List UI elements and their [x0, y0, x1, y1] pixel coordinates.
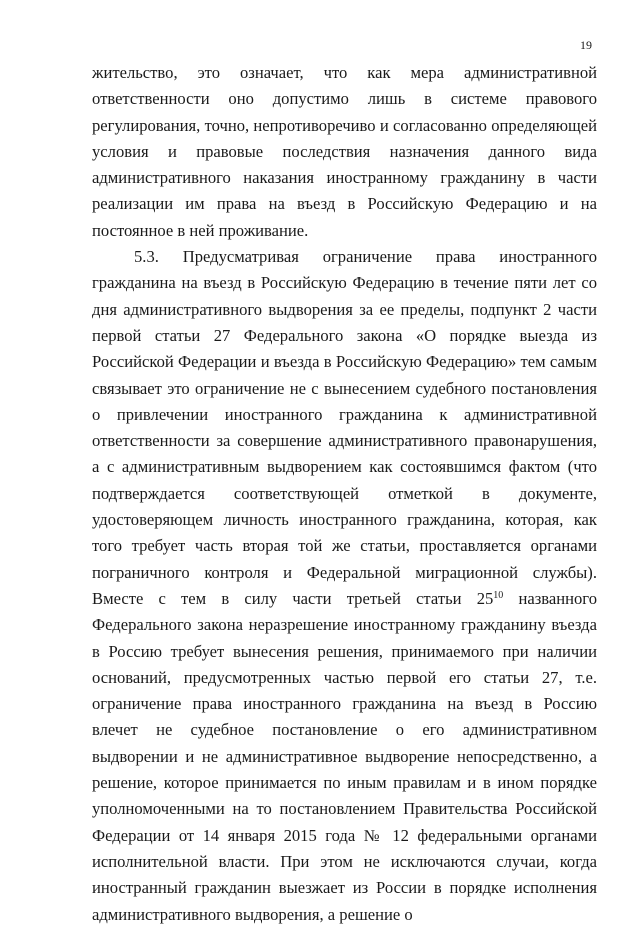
document-body: [92, 60, 597, 928]
paragraph-5-3: [92, 244, 597, 928]
page-number: 19: [580, 38, 592, 52]
footnote-superscript: 10: [493, 589, 504, 601]
paragraph-text-part: 5.3. Предусматривая ограничение права иностранного гражданина на въезд в Российскую Федерацию в течение пяти лет со дня административного выдворения за ее пределы, подпункт 2 части первой статьи 27 Федерального закона «О порядке выезда из Российской Федерации и въезда в Российскую Федерацию» тем самым связывает это ограничение не с вынесением судебного постановления о привлечении иностранного гражданина к административной ответственности за совершение административного правонарушения, а с административным выдворением как состоявшимся фактом (что подтверждается соответствующей отметкой в документе, удостоверяющем личность иностранного гражданина, которая, как того требует часть вторая той же статьи, проставляется органами пограничного контроля и Федеральной миграционной службы). Вместе с тем в силу части третьей статьи 25: [92, 247, 597, 608]
paragraph-text-part: названного Федерального закона неразрешение иностранному гражданину въезда в Россию требует вынесения решения, принимаемого при наличии оснований, предусмотренных частью первой его статьи 27, т.е. ограничение права иностранного гражданина на въезд в Россию влечет не судебное постановление о его административном выдворении и не административное выдворение непосредственно, а решение, которое принимается по иным правилам и в ином порядке уполномоченными на то постановлением Правительства Российской Федерации от 14 января 2015 года № 12 федеральными органами исполнительной власти. При этом не исключаются случаи, когда иностранный гражданин выезжает из России в порядке исполнения административного выдворения, а решение о: [92, 588, 597, 924]
paragraph-continued: жительство, это означает, что как мера административной ответственности оно допустимо лишь в системе правового регулирования, точно, непротиворечиво и согласованно определяющей условия и правовые последствия назначения данного вида административного наказания иностранному гражданину в части реализации им права на въезд в Российскую Федерацию и на постоянное в ней проживание.: [92, 63, 597, 240]
